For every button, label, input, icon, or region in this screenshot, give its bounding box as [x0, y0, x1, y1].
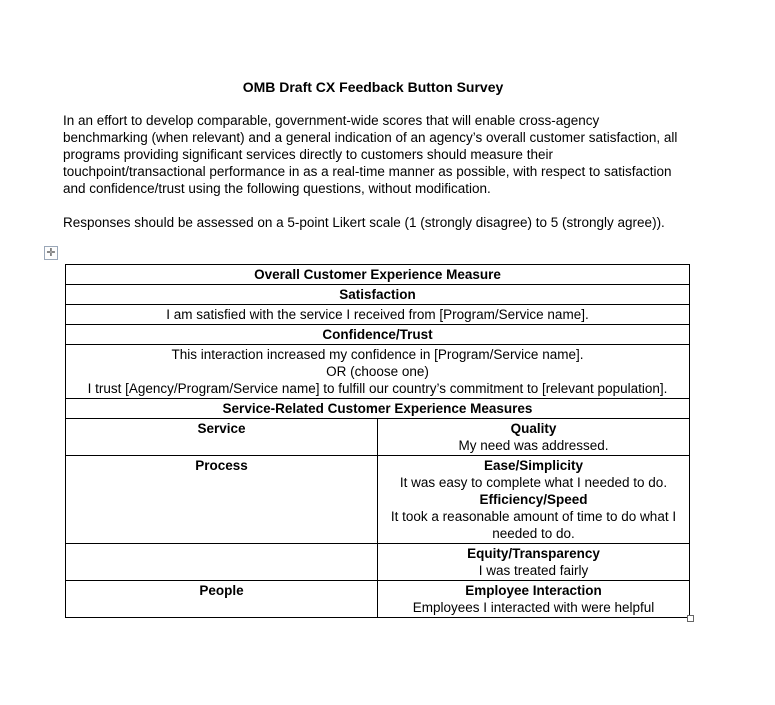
- table-cell-category-people: People: [66, 581, 378, 618]
- table-cell-satisfaction-header: Satisfaction: [66, 285, 690, 305]
- table-row: [66, 345, 690, 399]
- table-cell-measures-people: [378, 581, 690, 618]
- table-cell-confidence-header: Confidence/Trust: [66, 325, 690, 345]
- table-cell-measures-process: [378, 456, 690, 544]
- paragraph-likert: Responses should be assessed on a 5-point Likert scale (1 (strongly disagree) to 5 (strongly agree)).: [63, 215, 665, 230]
- table-row: [66, 305, 690, 325]
- table-row: [66, 456, 690, 544]
- table-row: [66, 285, 690, 305]
- confidence-line: I trust [Agency/Program/Service name] to fulfill our country’s commitment to [relevant population].: [87, 381, 668, 396]
- measure-heading: Efficiency/Speed: [479, 492, 588, 507]
- measure-text: Employees I interacted with were helpful: [412, 600, 655, 615]
- document-title: OMB Draft CX Feedback Button Survey: [242, 79, 504, 95]
- paragraph-intro: In an effort to develop comparable, government-wide scores that will enable cross-agency benchmarking (when relevant) and a general indication of an agency’s overall customer satisfaction, all programs providing significant services directly to customers should measure their touchpoint/transactional performance in as a real-time manner as possible, with respect to satisfaction and confidence/trust using the following questions, without modification.: [63, 113, 678, 196]
- table-cell-measures-service: [378, 419, 690, 456]
- measure-heading: Quality: [510, 421, 557, 436]
- table-cell-confidence-question: [66, 345, 690, 399]
- table-cell-overall-header: Overall Customer Experience Measure: [66, 265, 690, 285]
- measure-heading: Ease/Simplicity: [483, 458, 584, 473]
- table-row: [66, 325, 690, 345]
- table-cell-category-service: Service: [66, 419, 378, 456]
- table-move-handle-icon[interactable]: ✛: [44, 246, 58, 260]
- confidence-line: OR (choose one): [326, 364, 429, 379]
- survey-table-container: [46, 247, 690, 618]
- table-row: [66, 581, 690, 618]
- table-row: [66, 544, 690, 581]
- survey-table: [65, 264, 690, 618]
- confidence-line: This interaction increased my confidence in [Program/Service name].: [171, 347, 584, 362]
- table-cell-measures-equity: [378, 544, 690, 581]
- measure-text: I was treated fairly: [478, 563, 589, 578]
- measure-text: It took a reasonable amount of time to do what I needed to do.: [390, 509, 677, 541]
- table-resize-handle-icon[interactable]: [687, 615, 694, 622]
- table-cell-satisfaction-question: I am satisfied with the service I received from [Program/Service name].: [66, 305, 690, 325]
- table-cell-section2-header: Service-Related Customer Experience Measures: [66, 399, 690, 419]
- measure-heading: Employee Interaction: [465, 583, 602, 598]
- table-row: [66, 419, 690, 456]
- measure-text: It was easy to complete what I needed to do.: [399, 475, 668, 490]
- table-row: [66, 399, 690, 419]
- measure-text: My need was addressed.: [458, 438, 609, 453]
- table-cell-category-empty: [66, 544, 378, 581]
- table-cell-category-process: Process: [66, 456, 378, 544]
- measure-heading: Equity/Transparency: [467, 546, 600, 561]
- table-row: [66, 265, 690, 285]
